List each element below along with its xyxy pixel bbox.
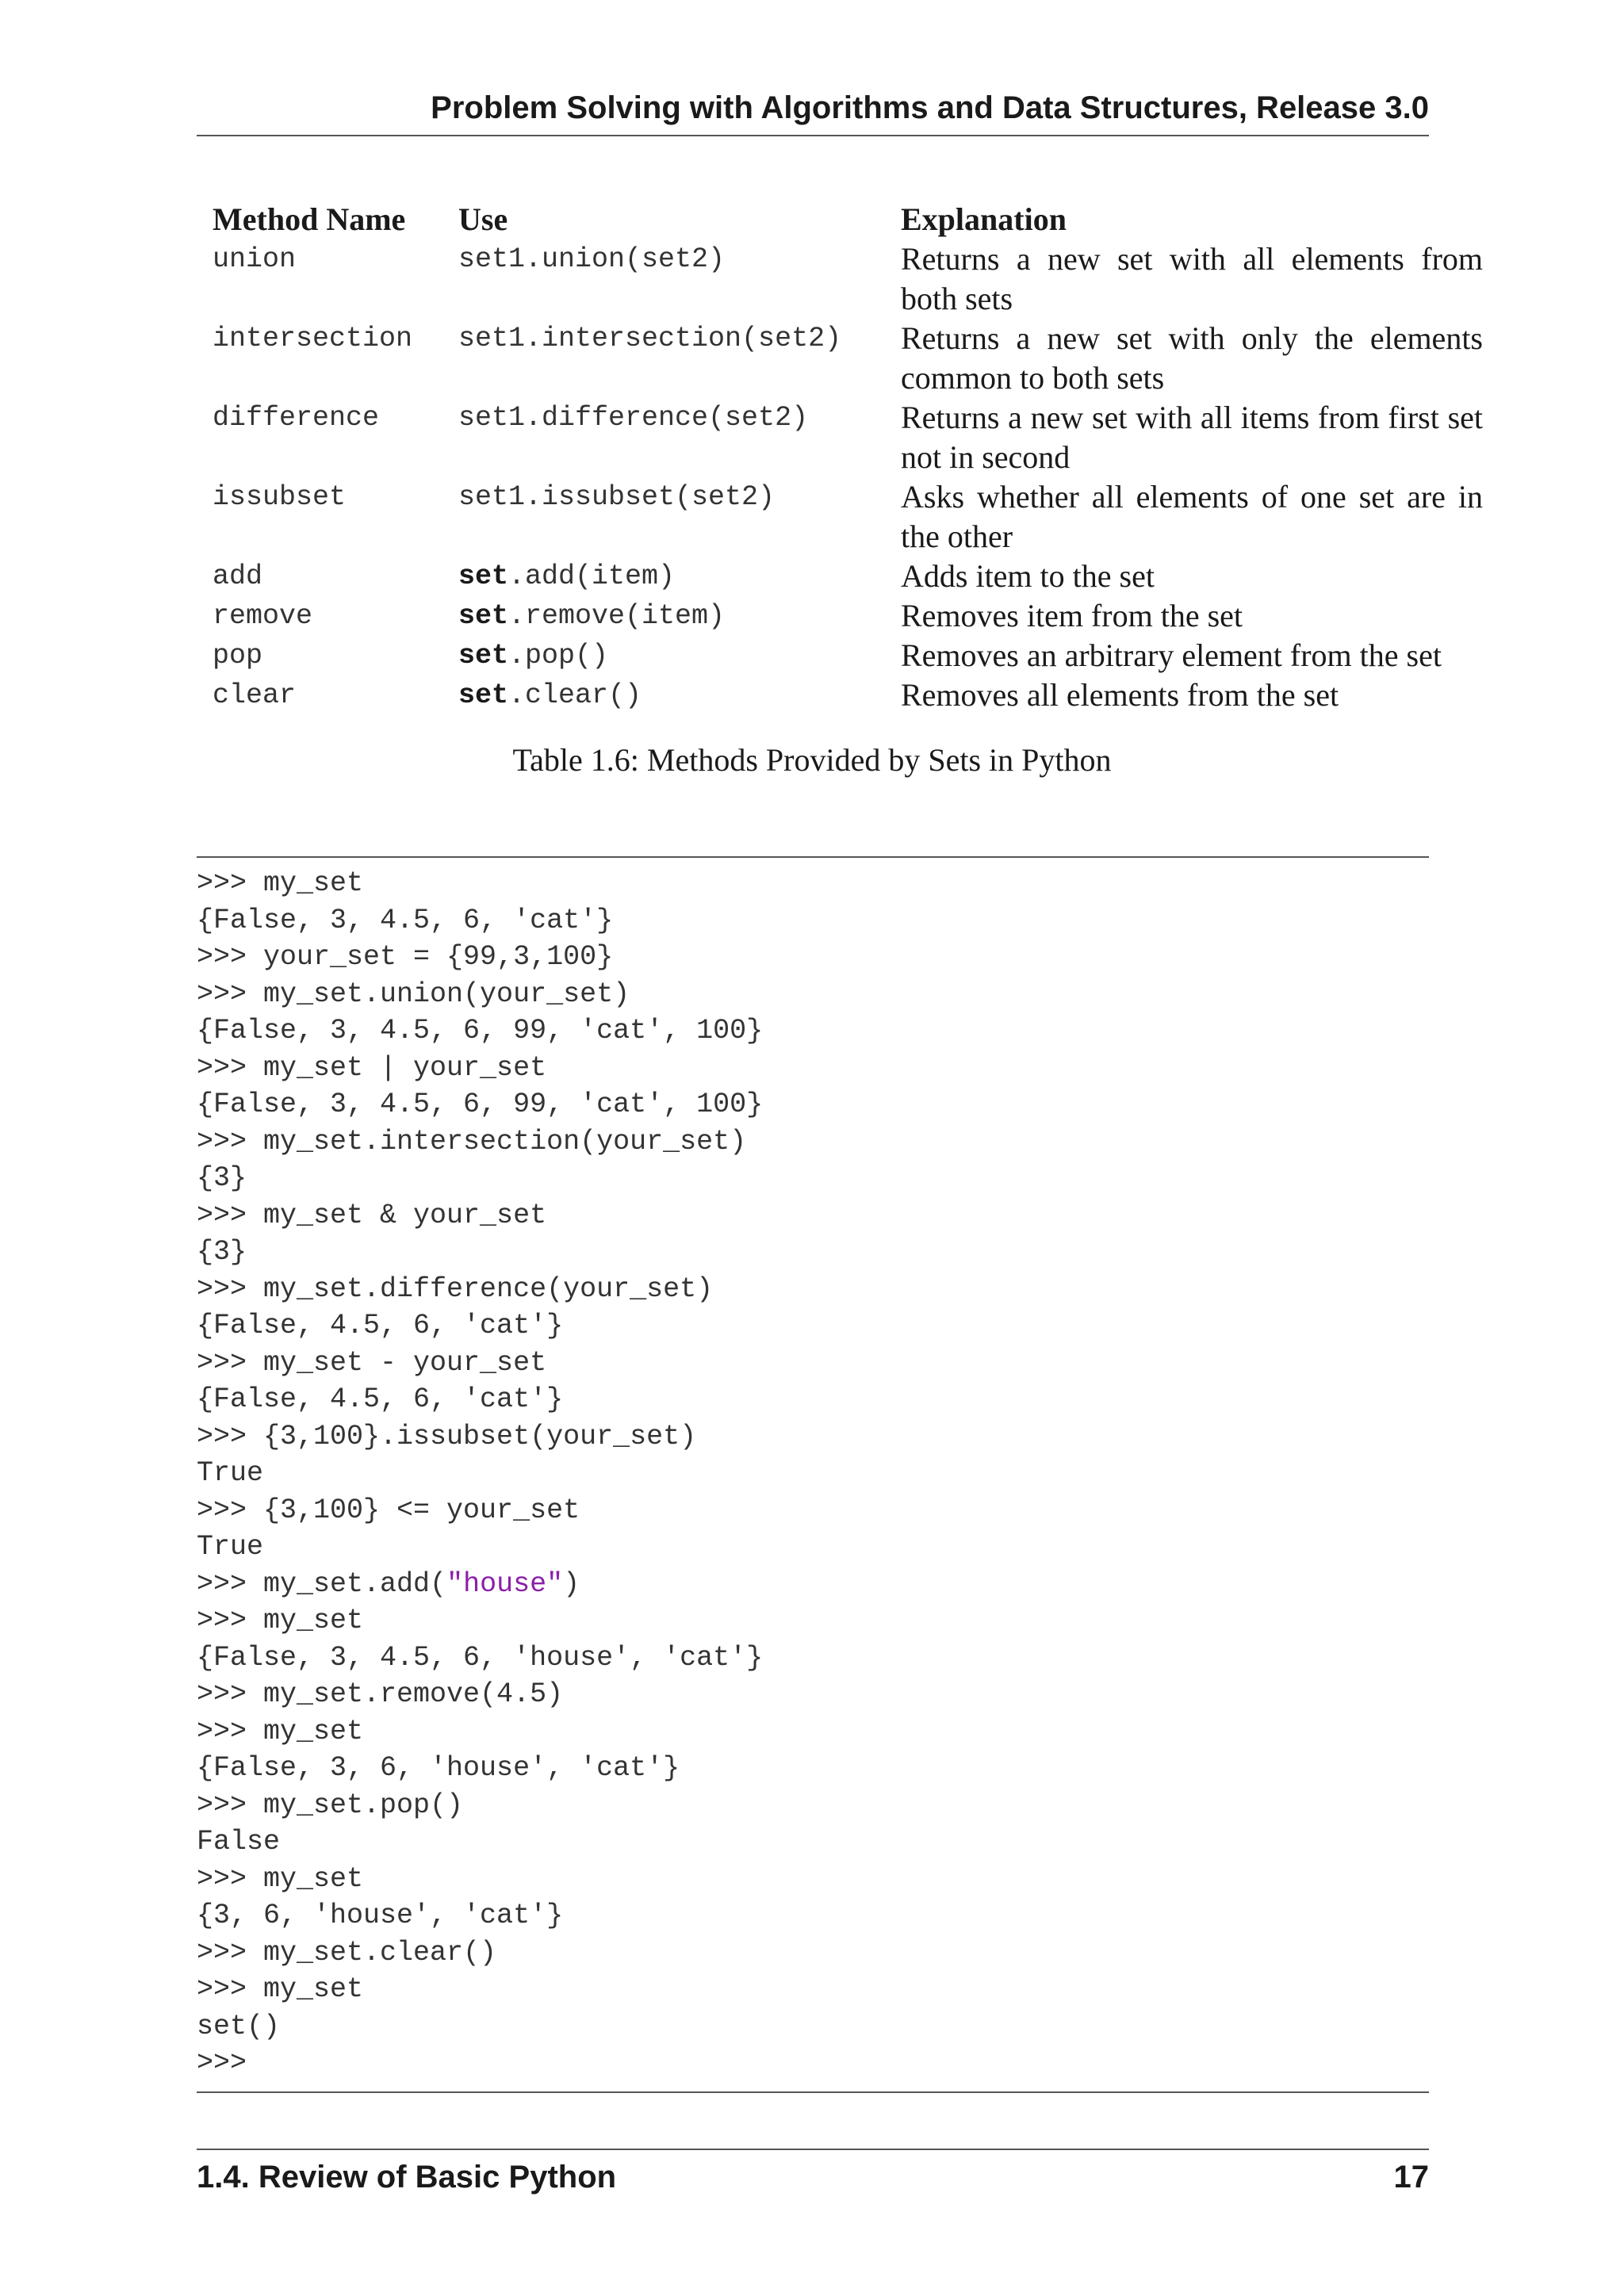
use-call: set1.issubset(set2) bbox=[458, 481, 776, 513]
method-use-cell bbox=[444, 239, 887, 319]
method-name-cell: union bbox=[213, 243, 297, 275]
method-name-cell: intersection bbox=[213, 323, 413, 354]
footer-section-title: 1.4. Review of Basic Python bbox=[197, 2160, 617, 2195]
method-use-cell bbox=[444, 319, 887, 398]
table-row bbox=[198, 398, 1483, 477]
code-line: >>> my_set bbox=[197, 1862, 364, 1895]
method-explanation-cell: Returns a new set with all elements from both sets bbox=[901, 241, 1483, 316]
code-block-bottom-rule bbox=[197, 2091, 1429, 2093]
code-line: >>> {3,100}.issubset(your_set) bbox=[197, 1420, 697, 1452]
code-line: {False, 4.5, 6, 'cat'} bbox=[197, 1310, 564, 1341]
code-line: >>> my_set.remove(4.5) bbox=[197, 1678, 564, 1710]
use-keyword: set bbox=[458, 561, 509, 592]
use-call: set1.intersection(set2) bbox=[458, 323, 842, 354]
code-line: True bbox=[197, 1457, 264, 1489]
method-use-cell bbox=[444, 675, 887, 715]
table-row bbox=[198, 319, 1483, 398]
method-explanation-cell: Adds item to the set bbox=[901, 558, 1155, 594]
use-keyword: set bbox=[458, 640, 509, 672]
code-line: >>> my_set bbox=[197, 1605, 364, 1636]
method-use-cell bbox=[444, 398, 887, 477]
use-call: set1.union(set2) bbox=[458, 243, 726, 275]
code-line: {False, 3, 4.5, 6, 'cat'} bbox=[197, 904, 614, 936]
code-line: >>> my_set.clear() bbox=[197, 1936, 497, 1969]
code-line: >>> my_set.union(your_set) bbox=[197, 978, 630, 1010]
code-line: True bbox=[197, 1531, 264, 1563]
use-call: .remove(item) bbox=[508, 600, 726, 632]
code-block bbox=[197, 865, 763, 2082]
method-explanation-cell: Removes all elements from the set bbox=[901, 677, 1339, 713]
code-line: >>> my_set bbox=[197, 1715, 364, 1747]
column-header-explanation: Explanation bbox=[901, 201, 1067, 237]
table-row bbox=[198, 636, 1483, 675]
method-use-cell bbox=[444, 636, 887, 675]
use-call: .add(item) bbox=[508, 561, 676, 592]
use-keyword: set bbox=[458, 679, 509, 711]
code-line: >>> my_set.add("house") bbox=[197, 1567, 580, 1600]
code-line: >>> my_set.difference(your_set) bbox=[197, 1272, 714, 1305]
method-use-cell bbox=[444, 557, 887, 596]
use-keyword: set bbox=[458, 600, 509, 632]
table-header-row bbox=[198, 200, 1483, 239]
code-line: {3} bbox=[197, 1236, 247, 1268]
code-line: >>> my_set & your_set bbox=[197, 1199, 547, 1231]
method-explanation-cell: Removes an arbitrary element from the set bbox=[901, 637, 1442, 673]
table-row bbox=[198, 596, 1483, 636]
method-name-cell: clear bbox=[213, 679, 297, 711]
code-line: {False, 4.5, 6, 'cat'} bbox=[197, 1383, 564, 1415]
code-line: >>> {3,100} <= your_set bbox=[197, 1494, 580, 1526]
code-line: {False, 3, 4.5, 6, 99, 'cat', 100} bbox=[197, 1089, 764, 1120]
code-line: {False, 3, 4.5, 6, 'house', 'cat'} bbox=[197, 1641, 764, 1674]
footer-page-number: 17 bbox=[1393, 2160, 1429, 2195]
code-line: False bbox=[197, 1826, 281, 1858]
method-name-cell: remove bbox=[213, 600, 313, 632]
column-header-method-name: Method Name bbox=[213, 201, 406, 237]
methods-table bbox=[198, 200, 1483, 715]
method-use-cell bbox=[444, 477, 887, 557]
code-line: >>> my_set bbox=[197, 867, 364, 899]
method-name-cell: add bbox=[213, 561, 263, 592]
use-call: set1.difference(set2) bbox=[458, 402, 809, 434]
table-row bbox=[198, 557, 1483, 596]
code-line: {False, 3, 4.5, 6, 99, 'cat', 100} bbox=[197, 1015, 764, 1047]
code-line: >>> my_set - your_set bbox=[197, 1346, 547, 1379]
code-line: >>> my_set bbox=[197, 1973, 364, 2005]
use-call: .clear() bbox=[508, 679, 642, 711]
code-line: set() bbox=[197, 2010, 281, 2042]
code-line: >>> bbox=[197, 2047, 247, 2079]
running-header-title: Problem Solving with Algorithms and Data Structures, Release 3.0 bbox=[431, 90, 1429, 125]
code-line: >>> your_set = {99,3,100} bbox=[197, 941, 614, 973]
method-explanation-cell: Returns a new set with all items from first set not in second bbox=[901, 400, 1483, 475]
footer-rule bbox=[197, 2149, 1429, 2150]
code-line: >>> my_set.pop() bbox=[197, 1789, 464, 1821]
method-name-cell: pop bbox=[213, 640, 263, 672]
method-explanation-cell: Asks whether all elements of one set are in the other bbox=[901, 479, 1483, 554]
string-literal: "house" bbox=[446, 1567, 564, 1600]
column-header-use: Use bbox=[458, 201, 508, 237]
table-row bbox=[198, 239, 1483, 319]
table-row bbox=[198, 675, 1483, 715]
code-line: {False, 3, 6, 'house', 'cat'} bbox=[197, 1752, 680, 1784]
code-block-top-rule bbox=[197, 856, 1429, 858]
table-row bbox=[198, 477, 1483, 557]
code-line: >>> my_set | your_set bbox=[197, 1051, 547, 1084]
table-caption: Table 1.6: Methods Provided by Sets in Python bbox=[512, 742, 1112, 778]
method-name-cell: difference bbox=[213, 402, 380, 434]
code-line: >>> my_set.intersection(your_set) bbox=[197, 1125, 747, 1158]
use-call: .pop() bbox=[508, 640, 609, 672]
method-use-cell bbox=[444, 596, 887, 636]
method-explanation-cell: Removes item from the set bbox=[901, 598, 1243, 633]
method-explanation-cell: Returns a new set with only the elements common to both sets bbox=[901, 320, 1483, 396]
code-line: {3, 6, 'house', 'cat'} bbox=[197, 1900, 564, 1931]
header-rule bbox=[197, 135, 1429, 136]
code-line: {3} bbox=[197, 1162, 247, 1194]
method-name-cell: issubset bbox=[213, 481, 347, 513]
